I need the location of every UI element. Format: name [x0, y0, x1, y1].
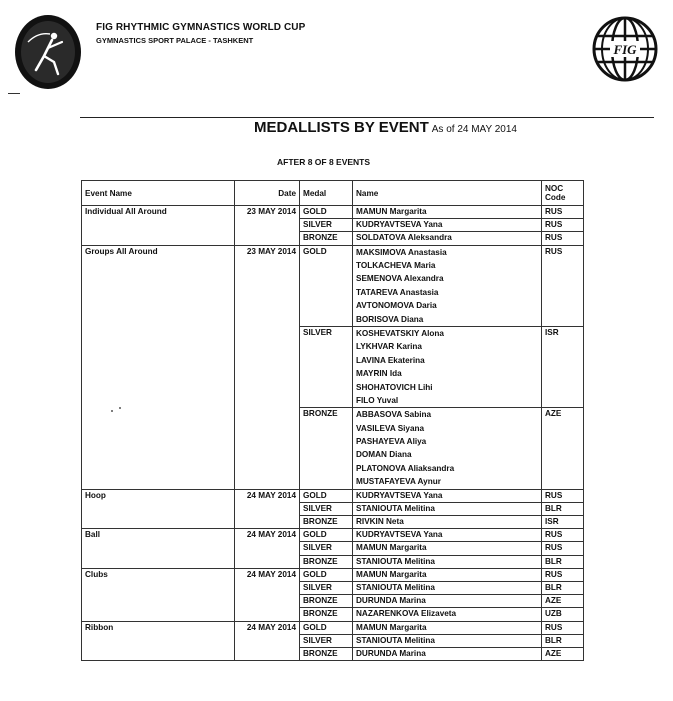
col-header-medal: Medal [300, 181, 353, 206]
header-divider [8, 93, 20, 94]
document-title-text: MEDALLISTS BY EVENT [254, 119, 429, 136]
event-name: Groups All Around [82, 245, 235, 489]
athlete-name: FILO Yuval [356, 395, 399, 405]
noc-code: RUS [542, 245, 584, 326]
noc-code: BLR [542, 634, 584, 647]
athlete-name: AVTONOMOVA Daria [356, 301, 437, 311]
medal-cell: GOLD [300, 568, 353, 581]
athlete-name: PASHAYEVA Aliya [356, 437, 427, 447]
event-name: Hoop [82, 489, 235, 529]
medal-cell: SILVER [300, 502, 353, 515]
medal-cell: GOLD [300, 529, 353, 542]
medal-cell: BRONZE [300, 608, 353, 621]
medal-cell: BRONZE [300, 648, 353, 661]
col-header-noc-line1: NOC [545, 184, 564, 193]
gymnastics-federation-logo [14, 12, 86, 92]
table-row [82, 206, 584, 219]
athlete-name: SHOHATOVICH Lihi [356, 382, 433, 392]
noc-code: RUS [542, 542, 584, 555]
athlete-name: MAYRIN Ida [356, 369, 402, 379]
medal-cell: SILVER [300, 326, 353, 407]
athlete-name: LAVINA Ekaterina [356, 355, 425, 365]
noc-code: AZE [542, 408, 584, 489]
athlete-name: RIVKIN Neta [353, 516, 542, 529]
noc-code: RUS [542, 489, 584, 502]
noc-code: RUS [542, 232, 584, 245]
col-header-noc [542, 181, 584, 206]
noc-code: RUS [542, 219, 584, 232]
event-date: 24 MAY 2014 [235, 489, 300, 529]
team-names [353, 245, 542, 326]
athlete-name: MUSTAFAYEVA Aynur [356, 477, 441, 487]
table-header-row [82, 181, 584, 206]
athlete-name: KOSHEVATSKIY Alona [356, 328, 444, 338]
team-names [353, 408, 542, 489]
table-row [82, 245, 584, 326]
noc-code: ISR [542, 516, 584, 529]
table-row [82, 621, 584, 634]
table-row [82, 489, 584, 502]
noc-code: AZE [542, 648, 584, 661]
table-row [82, 529, 584, 542]
athlete-name: VASILEVA Siyana [356, 423, 425, 433]
medal-cell: BRONZE [300, 516, 353, 529]
team-names [353, 326, 542, 407]
athlete-name: MAMUN Margarita [353, 621, 542, 634]
athlete-name: STANIOUTA Melitina [353, 582, 542, 595]
noc-code: BLR [542, 555, 584, 568]
noc-code: RUS [542, 621, 584, 634]
athlete-name: DOMAN Diana [356, 450, 412, 460]
fig-logo-text: FIG [613, 42, 637, 57]
competition-title: FIG RHYTHMIC GYMNASTICS WORLD CUP [96, 22, 306, 33]
noc-code: BLR [542, 582, 584, 595]
fig-globe-logo [590, 14, 660, 84]
noc-code: UZB [542, 608, 584, 621]
title-rule [80, 117, 654, 118]
event-date: 24 MAY 2014 [235, 529, 300, 569]
col-header-name: Name [353, 181, 542, 206]
noc-code: RUS [542, 529, 584, 542]
medal-cell: SILVER [300, 219, 353, 232]
athlete-name: LYKHVAR Karina [356, 342, 422, 352]
competition-venue: GYMNASTICS SPORT PALACE - TASHKENT [96, 36, 254, 45]
athlete-name: DURUNDA Marina [353, 648, 542, 661]
athlete-name: KUDRYAVTSEVA Yana [353, 219, 542, 232]
medal-cell: SILVER [300, 542, 353, 555]
col-header-noc-line2: Code [545, 193, 566, 202]
athlete-name: TOLKACHEVA Maria [356, 261, 436, 270]
event-name: Individual All Around [82, 206, 235, 246]
noc-code: BLR [542, 502, 584, 515]
athlete-name: MAMUN Margarita [353, 542, 542, 555]
noc-code: RUS [542, 568, 584, 581]
table-row [82, 568, 584, 581]
athlete-name: SEMENOVA Alexandra [356, 274, 444, 284]
athlete-name: MAMUN Margarita [353, 206, 542, 219]
medal-cell: BRONZE [300, 232, 353, 245]
athlete-name: DURUNDA Marina [353, 595, 542, 608]
medallists-table [81, 180, 584, 661]
athlete-name: KUDRYAVTSEVA Yana [353, 529, 542, 542]
medal-cell: SILVER [300, 634, 353, 647]
athlete-name: MAKSIMOVA Anastasia [356, 247, 447, 257]
athlete-name: BORISOVA Diana [356, 314, 424, 324]
athlete-name: ABBASOVA Sabina [356, 410, 432, 420]
event-name: Ribbon [82, 621, 235, 661]
athlete-name: STANIOUTA Melitina [353, 502, 542, 515]
noc-code: AZE [542, 595, 584, 608]
athlete-name: TATAREVA Anastasia [356, 287, 439, 297]
noc-code: RUS [542, 206, 584, 219]
medal-cell: GOLD [300, 206, 353, 219]
medal-cell: GOLD [300, 621, 353, 634]
athlete-name: STANIOUTA Melitina [353, 555, 542, 568]
event-date: 23 MAY 2014 [235, 206, 300, 246]
medal-cell: SILVER [300, 582, 353, 595]
events-progress: AFTER 8 OF 8 EVENTS [277, 157, 371, 167]
athlete-name: STANIOUTA Melitina [353, 634, 542, 647]
event-date: 23 MAY 2014 [235, 245, 300, 489]
event-name: Ball [82, 529, 235, 569]
event-name: Clubs [82, 568, 235, 621]
medal-cell: GOLD [300, 245, 353, 326]
medal-cell: BRONZE [300, 555, 353, 568]
noc-code: ISR [542, 326, 584, 407]
event-date: 24 MAY 2014 [235, 621, 300, 661]
medal-cell: GOLD [300, 489, 353, 502]
as-of-date: As of 24 MAY 2014 [431, 124, 517, 135]
event-date: 24 MAY 2014 [235, 568, 300, 621]
medal-cell: BRONZE [300, 595, 353, 608]
medal-cell: BRONZE [300, 408, 353, 489]
athlete-name: PLATONOVA Aliaksandra [356, 463, 455, 473]
athlete-name: MAMUN Margarita [353, 568, 542, 581]
col-header-date: Date [235, 181, 300, 206]
athlete-name: NAZARENKOVA Elizaveta [353, 608, 542, 621]
col-header-event: Event Name [82, 181, 235, 206]
athlete-name: KUDRYAVTSEVA Yana [353, 489, 542, 502]
document-title [254, 119, 517, 137]
athlete-name: SOLDATOVA Aleksandra [353, 232, 542, 245]
